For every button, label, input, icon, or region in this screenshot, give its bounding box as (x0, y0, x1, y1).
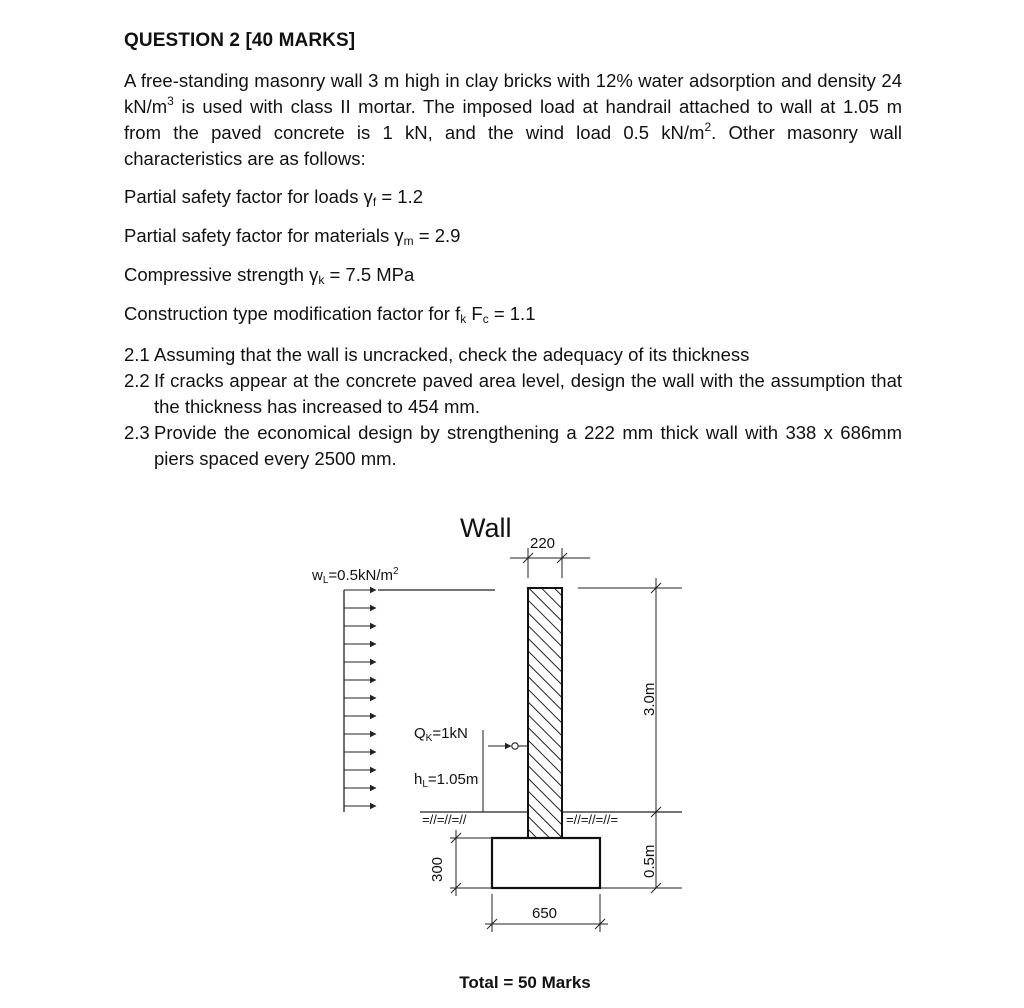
factor-symbol: γ (363, 186, 373, 207)
factor-subscript: c (482, 312, 489, 326)
factor-value: = 1.2 (376, 186, 423, 207)
wall-section (528, 588, 562, 838)
factor-label: Construction type modification factor for f (124, 303, 461, 324)
factor-subscript: f (372, 195, 377, 209)
handrail-node-icon (512, 743, 518, 749)
factor-value: = 2.9 (413, 225, 461, 246)
footing-thickness-dimension (450, 830, 492, 896)
question-intro (124, 68, 902, 172)
factor-materials (124, 225, 460, 247)
factor-subscript-a: k (460, 312, 467, 326)
factor-construction-type (124, 303, 536, 325)
total-marks: Total = 50 Marks (459, 973, 591, 992)
wall-thickness-label: 220 (530, 535, 556, 552)
handrail-height-label: $h_L=1.05m$ (414, 771, 479, 790)
factor-label: Partial safety factor for materials (124, 225, 395, 246)
task-number: 2.2 (124, 370, 150, 391)
factor-compressive-strength (124, 264, 414, 286)
footing-depth-label: 0.5m (641, 844, 658, 878)
diagram-title: Wall (460, 513, 512, 543)
factor-subscript: m (403, 234, 414, 248)
intro-text-2: is used with class II mortar. The imposed load at handrail attached to wall at 1.05 m from the paved concrete is 1 kN, and the wind load 0.5 kN/m (124, 96, 902, 143)
factor-symbol: γ (394, 225, 404, 246)
wall-thickness-dimension (510, 548, 590, 578)
task-list (124, 342, 902, 472)
imposed-load-label: $Q_K=1kN$ (414, 725, 468, 744)
intro-text-3: . Other masonry wall characteristics are as follows: (124, 122, 902, 169)
task-item (124, 368, 902, 420)
factor-label: Compressive strength (124, 264, 310, 285)
ground-hatch-left: =//=//=// (422, 812, 467, 827)
task-item (124, 342, 902, 368)
factor-loads (124, 186, 423, 208)
footing-section (492, 838, 600, 888)
task-item (124, 420, 902, 472)
task-text: Assuming that the wall is uncracked, check the adequacy of its thickness (154, 344, 750, 365)
task-number: 2.1 (124, 344, 150, 365)
intro-sup-1: 3 (167, 93, 174, 108)
wall-diagram (300, 500, 700, 950)
factor-value: = 1.1 (488, 303, 536, 324)
task-text: Provide the economical design by strengthening a 222 mm thick wall with 338 x 686mm piers spaced every 2500 mm. (154, 422, 902, 469)
factor-symbol: γ (309, 264, 319, 285)
task-number: 2.3 (124, 422, 150, 443)
footing-thickness-label: 300 (429, 856, 446, 882)
question-heading: QUESTION 2 [40 MARKS] (124, 30, 356, 51)
wind-load-arrows (344, 590, 376, 806)
factor-symbol: F (466, 303, 483, 324)
factor-label: Partial safety factor for loads (124, 186, 364, 207)
intro-sup-2: 2 (704, 119, 712, 134)
wall-height-label: 3.0m (641, 682, 658, 716)
ground-hatch-right: =//=//=//= (566, 812, 619, 827)
factor-value: = 7.5 MPa (324, 264, 415, 285)
factor-subscript: k (318, 273, 325, 287)
wind-load-label: $w_L=0.5kN/m^2$ (312, 566, 399, 586)
intro-text-1: A free-standing masonry wall 3 m high in clay bricks with 12% water adsorption and density 24 kN/m (124, 70, 902, 117)
task-text: If cracks appear at the concrete paved area level, design the wall with the assumption that the thickness has increased to 454 mm. (154, 370, 902, 417)
footing-width-label: 650 (532, 905, 558, 922)
